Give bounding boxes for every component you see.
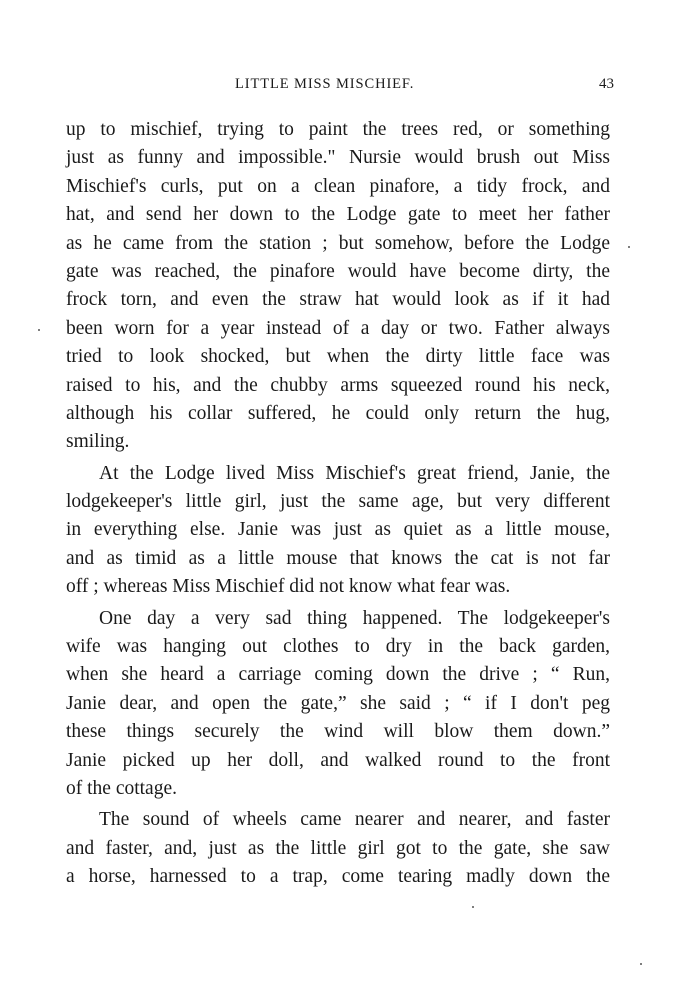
paragraph <box>66 460 610 602</box>
text-line: The sound of wheels came nearer and nearer, and faster <box>99 809 610 831</box>
text-line: these things securely the wind will blow them down.” <box>66 721 610 743</box>
text-line: One day a very sad thing happened. The lodgekeeper's <box>99 607 610 629</box>
text-line: been worn for a year instead of a day or two. Father always <box>66 317 610 339</box>
text-line: gate was reached, the pinafore would have become dirty, the <box>66 260 610 282</box>
running-title: LITTLE MISS MISCHIEF. <box>235 76 415 92</box>
paragraph <box>66 806 610 891</box>
text-line: just as funny and impossible." Nursie would brush out Miss <box>66 147 610 169</box>
text-line: smiling. <box>66 431 130 453</box>
print-speck <box>472 906 474 908</box>
print-speck <box>640 963 642 965</box>
text-line: and as timid as a little mouse that knows the cat is not far <box>66 547 610 569</box>
text-line: raised to his, and the chubby arms squeezed round his neck, <box>66 374 610 396</box>
body-text <box>66 116 610 892</box>
text-line: hat, and send her down to the Lodge gate to meet her father <box>66 204 610 226</box>
text-line: Mischief's curls, put on a clean pinafore, a tidy frock, and <box>66 175 610 197</box>
text-line: in everything else. Janie was just as quiet as a little mouse, <box>66 519 610 541</box>
text-line: wife was hanging out clothes to dry in the back garden, <box>66 636 610 658</box>
paragraph <box>66 605 610 804</box>
text-line: off ; whereas Miss Mischief did not know what fear was. <box>66 576 511 598</box>
text-line: lodgekeeper's little girl, just the same age, but very different <box>66 491 610 513</box>
text-line: when she heard a carriage coming down the drive ; “ Run, <box>66 664 610 686</box>
text-line: At the Lodge lived Miss Mischief's great friend, Janie, the <box>99 462 610 484</box>
text-line: frock torn, and even the straw hat would look as if it had <box>66 289 610 311</box>
print-speck <box>628 246 630 248</box>
running-head <box>0 76 687 100</box>
text-line: a horse, harnessed to a trap, come tearing madly down the <box>66 866 610 888</box>
paragraph <box>66 116 610 457</box>
text-line: although his collar suffered, he could only return the hug, <box>66 402 610 424</box>
text-line: and faster, and, just as the little girl got to the gate, she saw <box>66 837 610 859</box>
page-number: 43 <box>599 76 614 92</box>
print-speck <box>38 329 40 331</box>
text-line: tried to look shocked, but when the dirty little face was <box>66 346 610 368</box>
text-line: Janie dear, and open the gate,” she said ; “ if I don't peg <box>66 692 610 714</box>
text-line: of the cottage. <box>66 777 177 799</box>
text-line: Janie picked up her doll, and walked round to the front <box>66 749 610 771</box>
text-line: up to mischief, trying to paint the trees red, or something <box>66 119 610 140</box>
text-line: as he came from the station ; but somehow, before the Lodge <box>66 232 610 254</box>
